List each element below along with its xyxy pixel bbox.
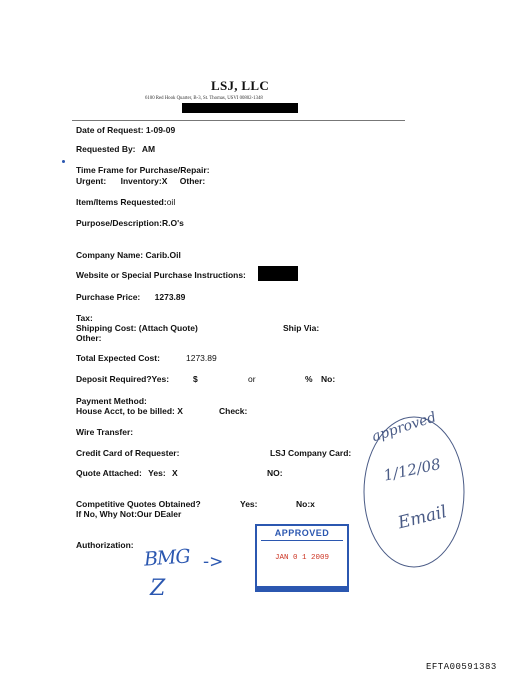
company-name-value: Carib.Oil xyxy=(145,250,181,260)
circle-approved-text: approved xyxy=(370,409,439,446)
stamp-title: APPROVED xyxy=(274,528,330,538)
stamp-date: JAN 0 1 2009 xyxy=(274,554,329,562)
quote-yes-value: X xyxy=(172,468,178,478)
house-acct-label: House Acct, to be billed: xyxy=(76,406,175,416)
urgent-label: Urgent: xyxy=(76,176,107,186)
handwritten-arrow: -> xyxy=(203,552,224,572)
date-value: 1-09-09 xyxy=(145,125,176,135)
quote-yes-label: Yes: xyxy=(148,468,166,478)
total-expected-value: 1273.89 xyxy=(186,353,217,363)
dollar-sign: $ xyxy=(193,374,198,384)
purchase-price-value: 1273.89 xyxy=(154,292,186,302)
requested-by-value: AM xyxy=(141,144,156,154)
purchase-price-label: Purchase Price: xyxy=(76,292,141,302)
authorization-label: Authorization: xyxy=(76,540,134,550)
time-frame-label: Time Frame for Purchase/Repair: xyxy=(76,165,210,175)
payment-method-label: Payment Method: xyxy=(76,396,147,406)
tax-label: Tax: xyxy=(76,313,93,323)
quote-no-label: NO: xyxy=(267,468,283,478)
credit-card-label: Credit Card of Requester: xyxy=(76,448,180,458)
wire-transfer-label: Wire Transfer: xyxy=(76,427,134,437)
deposit-label: Deposit Required?Yes: xyxy=(76,374,170,384)
quote-attached-label: Quote Attached: xyxy=(76,468,142,478)
other-label: Other: xyxy=(179,176,206,186)
competitive-no-label: No: xyxy=(296,499,311,509)
if-no-label: If No, Why Not: xyxy=(76,509,137,519)
inventory-value: X xyxy=(161,176,168,186)
inventory-label: Inventory: xyxy=(120,176,162,186)
items-value: oil xyxy=(166,197,176,207)
competitive-label: Competitive Quotes Obtained? xyxy=(76,499,201,509)
purpose-value: R.O's xyxy=(161,218,184,228)
deposit-no-label: No: xyxy=(321,374,336,384)
lsj-card-label: LSJ Company Card: xyxy=(270,448,352,458)
ship-via-label: Ship Via: xyxy=(283,323,320,333)
competitive-no-value: x xyxy=(310,499,315,509)
requested-by-label: Requested By: xyxy=(76,144,136,154)
or-label: or xyxy=(248,374,256,384)
circle-signature-text: Email xyxy=(396,502,449,534)
handwritten-initials: BMG xyxy=(143,545,191,571)
purpose-label: Purpose/Description: xyxy=(76,218,162,228)
competitive-yes-label: Yes: xyxy=(240,499,258,509)
total-expected-label: Total Expected Cost: xyxy=(76,353,160,363)
company-address: 6100 Red Hook Quarter, B-3, St. Thomas, USVI 00802-1348 xyxy=(145,96,263,101)
other2-label: Other: xyxy=(76,333,102,343)
shipping-label: Shipping Cost: (Attach Quote) xyxy=(76,323,198,333)
company-title: LSJ, LLC xyxy=(211,78,270,93)
handwritten-z: Z xyxy=(150,576,166,601)
if-no-value: Our DEaler xyxy=(136,509,182,519)
company-name-label: Company Name: xyxy=(76,250,144,260)
percent-label: % xyxy=(305,374,313,384)
house-acct-value: X xyxy=(177,406,183,416)
circle-date-text: 1/12/08 xyxy=(382,454,443,485)
document-id: EFTA00591383 xyxy=(426,662,497,672)
check-label: Check: xyxy=(219,406,248,416)
website-instructions: Website or Special Purchase Instructions: xyxy=(76,270,246,280)
date-label: Date of Request: xyxy=(76,125,144,135)
items-label: Item/Items Requested: xyxy=(76,197,167,207)
